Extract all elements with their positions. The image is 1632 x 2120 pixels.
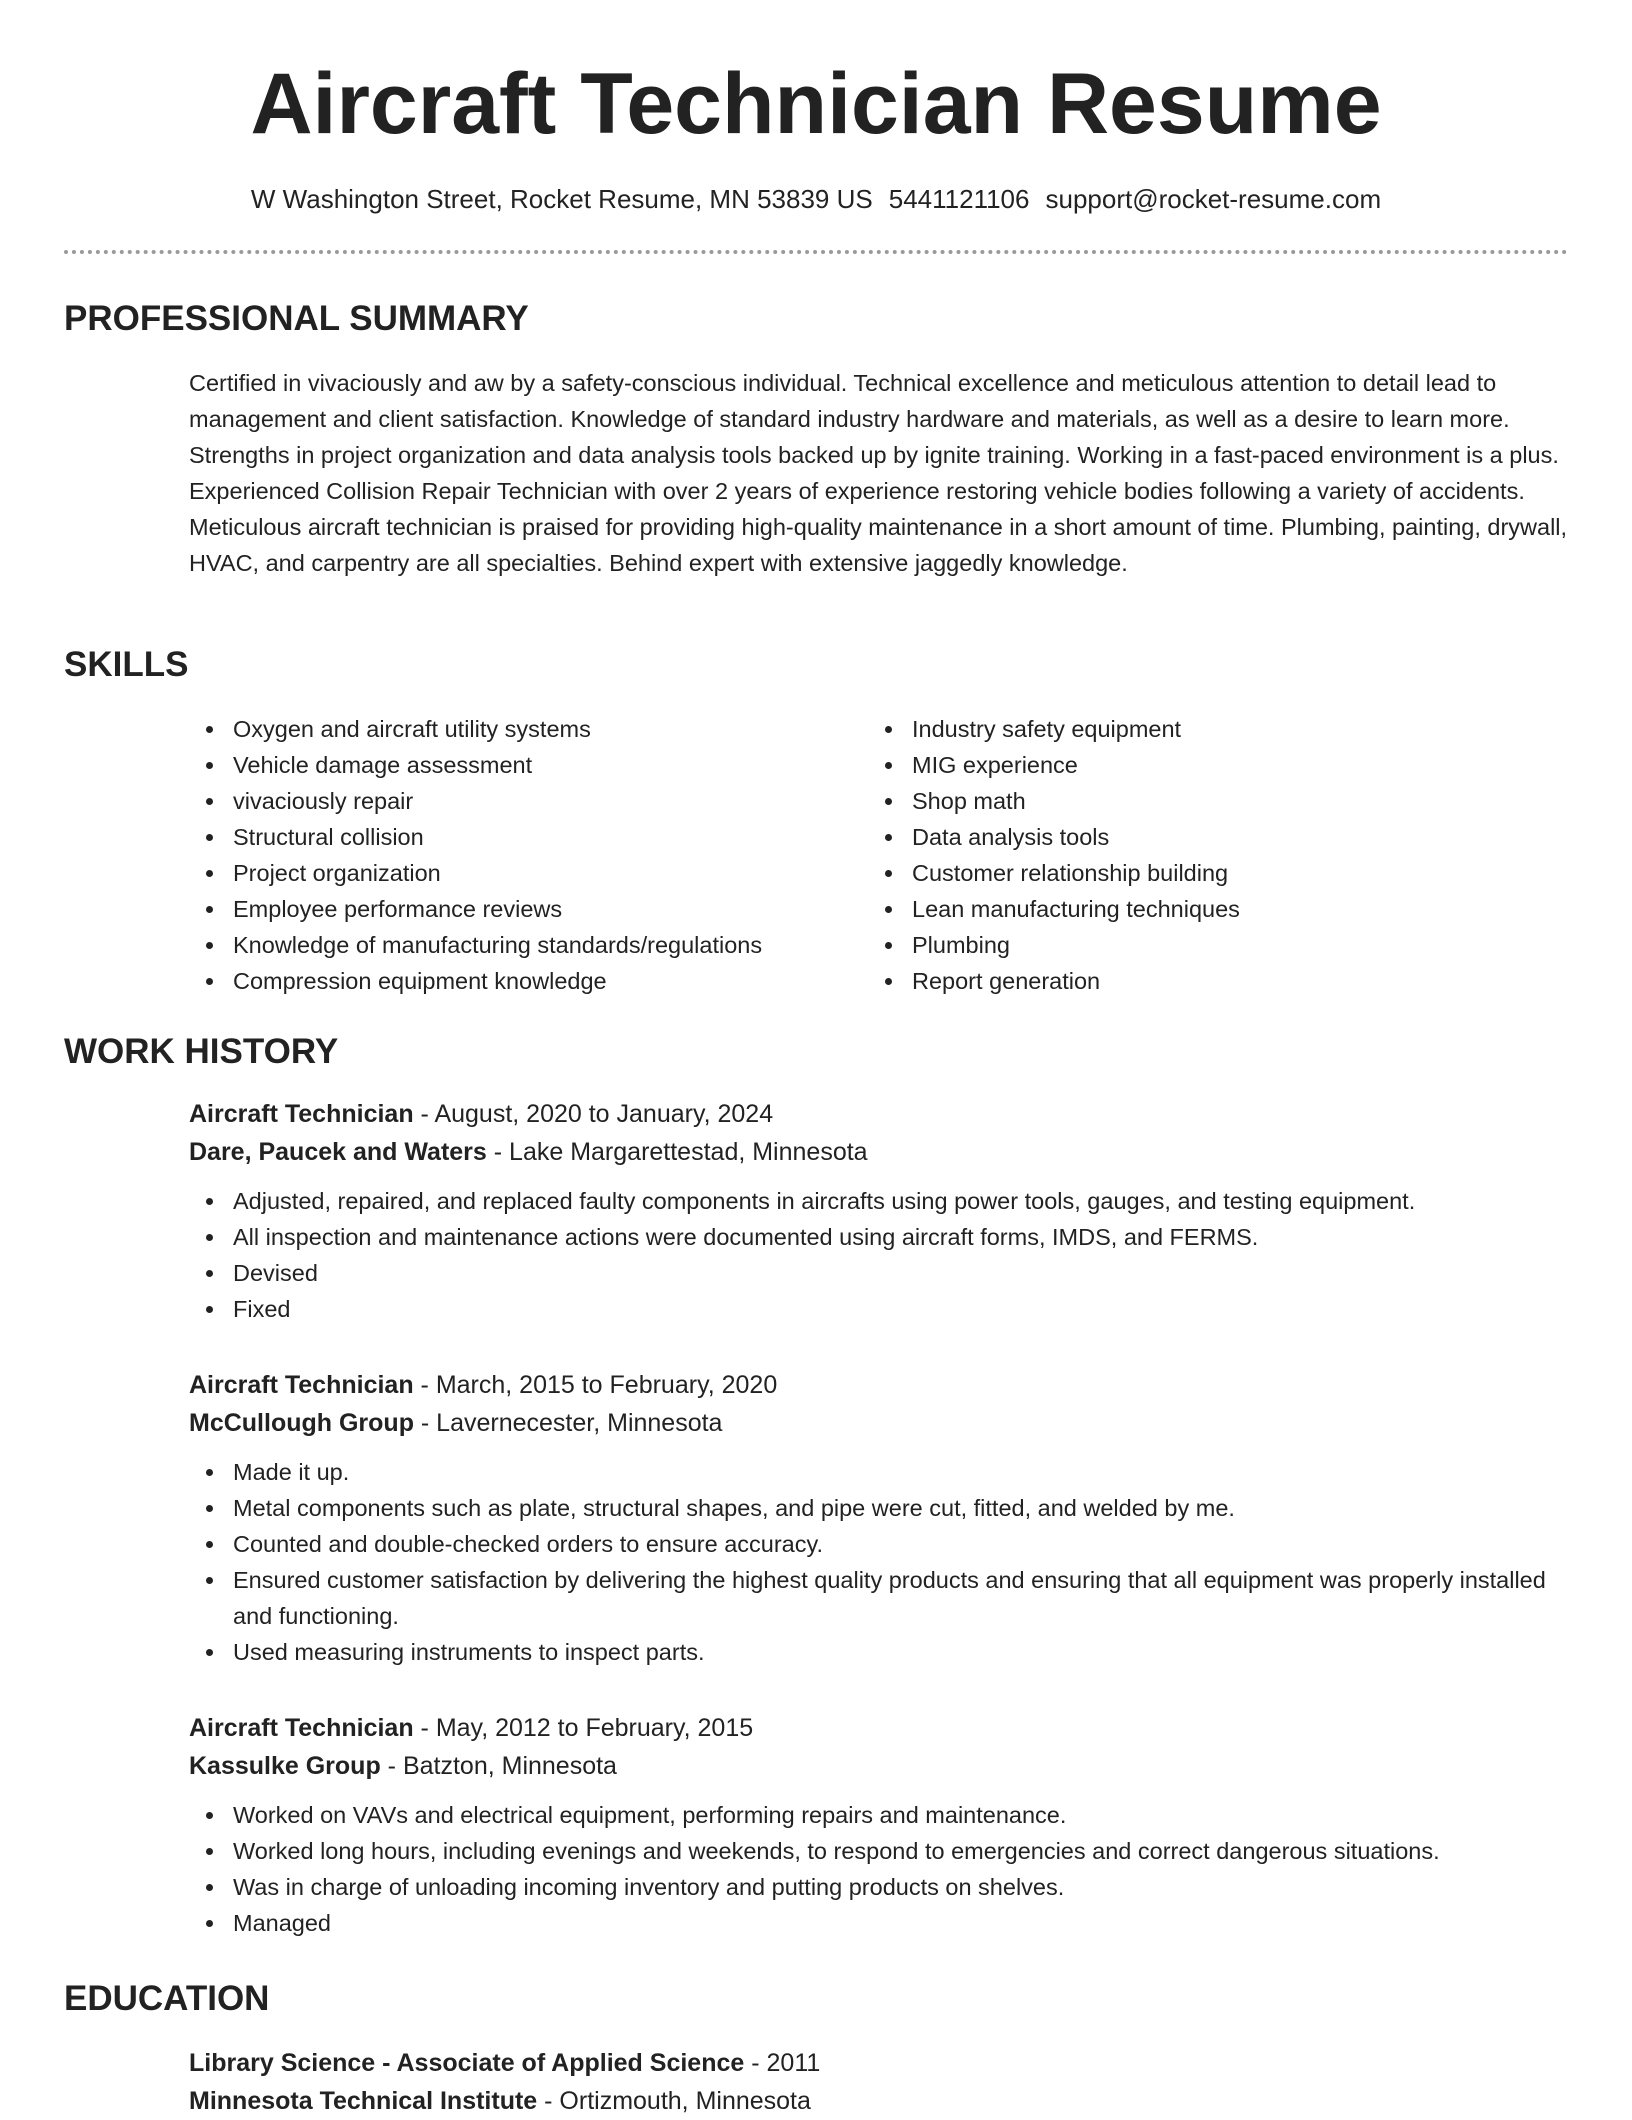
summary-heading: PROFESSIONAL SUMMARY	[64, 299, 529, 338]
contact-email: support@rocket-resume.com	[1045, 184, 1382, 214]
skill-item: vivaciously repair	[189, 783, 869, 819]
degree: Library Science - Associate of Applied Science	[189, 2049, 745, 2077]
job-entry	[189, 1709, 1569, 1941]
job-company-line	[189, 1133, 1569, 1171]
job-company: McCullough Group	[189, 1409, 414, 1437]
job-dates: - May, 2012 to February, 2015	[413, 1714, 754, 1742]
job-duty: Used measuring instruments to inspect parts.	[189, 1634, 1569, 1670]
job-duty: Worked on VAVs and electrical equipment, performing repairs and maintenance.	[189, 1797, 1569, 1833]
job-title: Aircraft Technician	[189, 1100, 414, 1128]
skills-heading: SKILLS	[64, 645, 189, 684]
skill-item: Vehicle damage assessment	[189, 747, 869, 783]
job-duty: Devised	[189, 1255, 1569, 1291]
job-title-line	[189, 1709, 1569, 1747]
education-heading: EDUCATION	[64, 1979, 270, 2018]
job-duty: Counted and double-checked orders to ensure accuracy.	[189, 1526, 1569, 1562]
job-duty: Ensured customer satisfaction by delivering the highest quality products and ensuring that all equipment was properly installed and functioning.	[189, 1562, 1569, 1634]
work-history-heading: WORK HISTORY	[64, 1032, 339, 1071]
job-title-line	[189, 1366, 1569, 1404]
contact-phone: 5441121106	[888, 184, 1030, 214]
skill-item: Customer relationship building	[868, 855, 1548, 891]
summary-text: Certified in vivaciously and aw by a safety-conscious individual. Technical excellence and meticulous attention to detail lead to management and client satisfaction. Knowledge of standard industry hardware and materials, as well as a desire to learn more. Strengths in project organization and data analysis tools backed up by ignite training. Working in a fast-paced environment is a plus. Experienced Collision Repair Technician with over 2 years of experience restoring vehicle bodies following a variety of accidents. Meticulous aircraft technician is praised for providing high-quality maintenance in a short amount of time. Plumbing, painting, drywall, HVAC, and carpentry are all specialties. Behind expert with extensive jaggedly knowledge.	[189, 370, 1568, 576]
degree-year: - 2011	[744, 2049, 821, 2077]
job-title: Aircraft Technician	[189, 1371, 414, 1399]
skill-item: MIG experience	[868, 747, 1548, 783]
education-entry	[189, 2044, 1569, 2120]
skill-item: Data analysis tools	[868, 819, 1548, 855]
job-title-line	[189, 1095, 1569, 1133]
skills-list-left	[189, 711, 869, 999]
job-duty: Metal components such as plate, structural shapes, and pipe were cut, fitted, and welded by me.	[189, 1490, 1569, 1526]
job-location: - Lake Margarettestad, Minnesota	[486, 1138, 868, 1166]
skill-item: Industry safety equipment	[868, 711, 1548, 747]
job-duty: All inspection and maintenance actions were documented using aircraft forms, IMDS, and FERMS.	[189, 1219, 1569, 1255]
job-duty: Worked long hours, including evenings and weekends, to respond to emergencies and correct dangerous situations.	[189, 1833, 1569, 1869]
job-company-line	[189, 1404, 1569, 1442]
job-title: Aircraft Technician	[189, 1714, 414, 1742]
job-location: - Lavernecester, Minnesota	[413, 1409, 723, 1437]
school-line	[189, 2082, 1569, 2120]
job-duties	[189, 1454, 1569, 1670]
contact-address: W Washington Street, Rocket Resume, MN 53839 US	[250, 184, 873, 214]
skill-item: Employee performance reviews	[189, 891, 869, 927]
skill-item: Knowledge of manufacturing standards/regulations	[189, 927, 869, 963]
job-duties	[189, 1797, 1569, 1941]
job-duty: Managed	[189, 1905, 1569, 1941]
job-entry	[189, 1095, 1569, 1327]
resume-title: Aircraft Technician Resume	[250, 56, 1382, 152]
skill-item: Shop math	[868, 783, 1548, 819]
job-duty: Made it up.	[189, 1454, 1569, 1490]
job-entry	[189, 1366, 1569, 1670]
job-duty: Was in charge of unloading incoming inventory and putting products on shelves.	[189, 1869, 1569, 1905]
job-company-line	[189, 1747, 1569, 1785]
skills-list-right	[868, 711, 1548, 999]
header-divider	[64, 250, 1568, 254]
contact-info	[0, 180, 1632, 218]
job-company: Dare, Paucek and Waters	[189, 1138, 487, 1166]
school-name: Minnesota Technical Institute	[189, 2087, 538, 2115]
skill-item: Plumbing	[868, 927, 1548, 963]
job-duty: Fixed	[189, 1291, 1569, 1327]
job-company: Kassulke Group	[189, 1752, 381, 1780]
skill-item: Report generation	[868, 963, 1548, 999]
skill-item: Lean manufacturing techniques	[868, 891, 1548, 927]
job-duties	[189, 1183, 1569, 1327]
job-duty: Adjusted, repaired, and replaced faulty components in aircrafts using power tools, gauges, and testing equipment.	[189, 1183, 1569, 1219]
job-dates: - March, 2015 to February, 2020	[413, 1371, 778, 1399]
skill-item: Compression equipment knowledge	[189, 963, 869, 999]
school-location: - Ortizmouth, Minnesota	[537, 2087, 811, 2115]
skill-item: Project organization	[189, 855, 869, 891]
job-location: - Batzton, Minnesota	[380, 1752, 617, 1780]
skill-item: Structural collision	[189, 819, 869, 855]
degree-line	[189, 2044, 1569, 2082]
skill-item: Oxygen and aircraft utility systems	[189, 711, 869, 747]
job-dates: - August, 2020 to January, 2024	[413, 1100, 774, 1128]
